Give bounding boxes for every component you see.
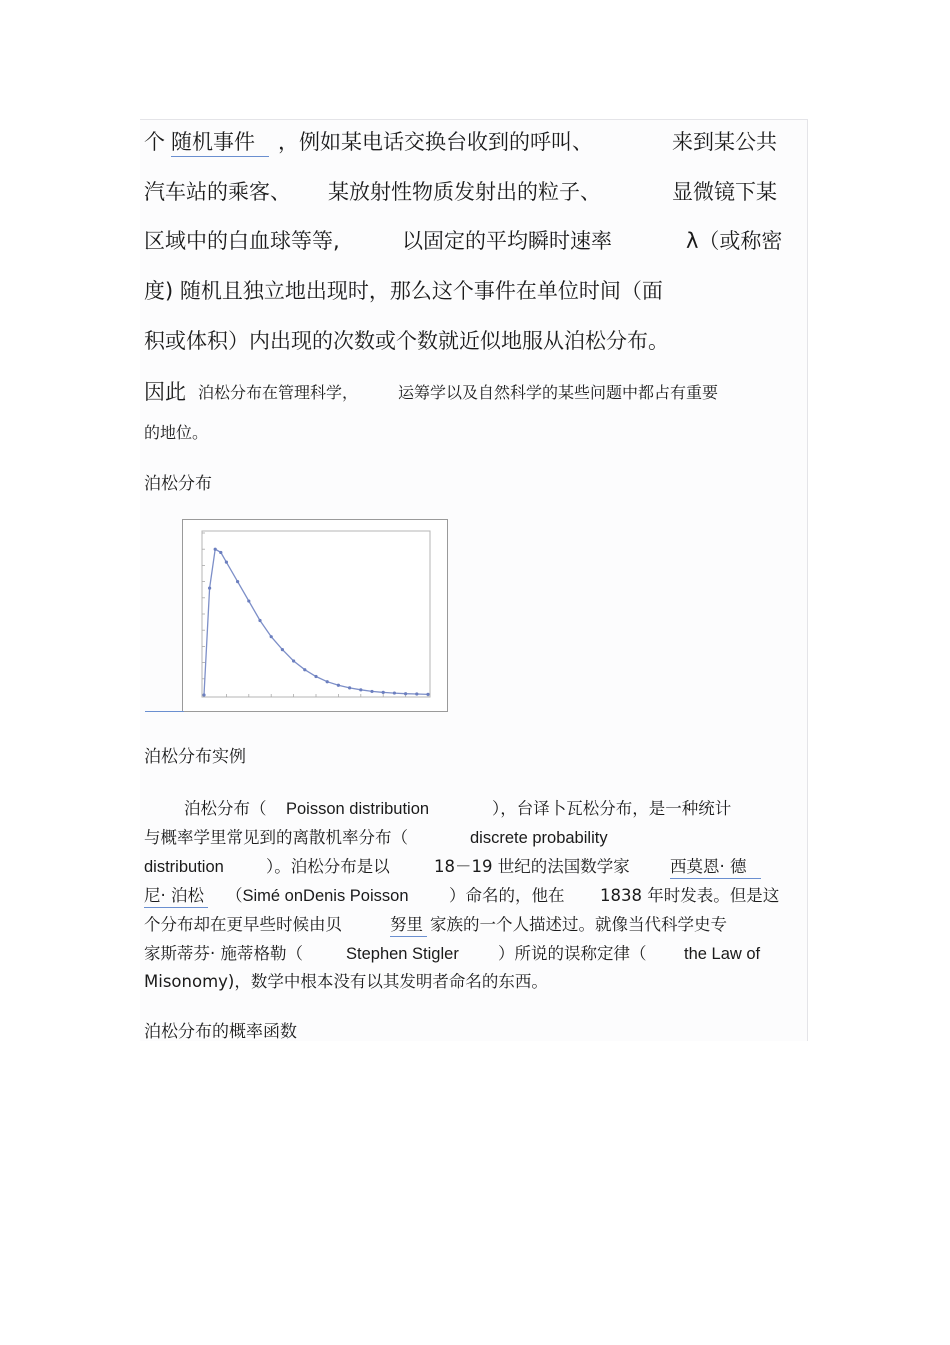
data-point (208, 586, 211, 589)
text-run: 来到某公共 (672, 130, 777, 154)
data-point (281, 648, 284, 651)
data-point (404, 692, 407, 695)
text-run: 1838 年时发表。但是这 (600, 886, 780, 905)
text-run: λ（或称密 (686, 229, 783, 253)
text-run: 18－19 世纪的法国数学家 (434, 857, 630, 876)
data-point (426, 693, 429, 696)
text-run: 因此 (144, 380, 186, 404)
text-run: 个分布却在更早些时候由贝 (144, 915, 342, 934)
data-point (382, 691, 385, 694)
data-point (225, 561, 228, 564)
poisson-chart-image (182, 519, 448, 712)
text-run: 某放射性物质发射出的粒子、 (328, 180, 601, 204)
paragraph-line: 度) 随机且独立地出现时，那么这个事件在单位时间（面 (144, 279, 663, 303)
data-point (202, 693, 205, 696)
text-run: 显微镜下某 (672, 180, 777, 204)
section-heading: 泊松分布的概率函数 (144, 1022, 297, 1042)
text-run: 家族的一个人描述过。就像当代科学史专 (430, 915, 727, 934)
text-run: distribution (144, 858, 224, 876)
text-run: Stephen Stigler (346, 945, 459, 963)
text-run: 汽车站的乘客、 (144, 180, 291, 204)
text-run: 运筹学以及自然科学的某些问题中都占有重要 (398, 383, 719, 402)
text-run: 区域中的白血球等等, (144, 229, 340, 253)
text-run: ），台译卜瓦松分布，是一种统计 (492, 799, 732, 818)
data-point (326, 680, 329, 683)
section-heading: 泊松分布 (144, 474, 212, 494)
text-run: 个 (144, 130, 165, 154)
data-point (337, 684, 340, 687)
text-run: discrete probability (470, 829, 608, 847)
data-point (236, 580, 239, 583)
text-run: the Law of (684, 945, 761, 963)
data-point (348, 686, 351, 689)
text-run: ）。泊松分布是以 (266, 857, 390, 876)
data-point (219, 551, 222, 554)
bernoulli-link[interactable]: 努里 (390, 914, 427, 937)
poisson-chart (182, 519, 448, 712)
paragraph-line: 的地位。 (144, 423, 209, 442)
poisson-name-link[interactable]: 尼· 泊松 (144, 885, 208, 908)
data-point (303, 668, 306, 671)
data-point (393, 691, 396, 694)
data-point (258, 619, 261, 622)
text-run: 家斯蒂芬· 施蒂格勒（ (144, 944, 303, 963)
text-run: 泊松分布在管理科学， (198, 383, 359, 402)
paragraph-line: Misonomy)，数学中根本没有以其发明者命名的东西。 (144, 972, 548, 991)
text-run: ）命名的，他在 (449, 886, 565, 905)
chart-frame (183, 520, 448, 712)
simeon-denis-link[interactable]: 西莫恩· 德 (670, 856, 761, 879)
paragraph-line: 积或体积）内出现的次数或个数就近似地服从泊松分布。 (144, 329, 669, 353)
text-run: 泊松分布（ (184, 799, 267, 818)
text-run: （Simé onDenis Poisson (226, 887, 409, 905)
data-point (370, 690, 373, 693)
text-run: 与概率学里常见到的离散机率分布（ (144, 828, 408, 847)
random-event-link[interactable]: 随机事件 (171, 128, 269, 157)
data-point (292, 659, 295, 662)
text-run: Poisson distribution (286, 800, 430, 818)
chart-link-underline (145, 711, 184, 712)
section-heading: 泊松分布实例 (144, 747, 246, 767)
text-run: ）所说的误称定律（ (498, 944, 647, 963)
data-point (359, 688, 362, 691)
data-point (214, 548, 217, 551)
data-point (247, 599, 250, 602)
text-run: 以固定的平均瞬时速率 (402, 229, 612, 253)
text-run: ，例如某电话交换台收到的呼叫、 (278, 130, 593, 154)
data-point (270, 635, 273, 638)
data-point (415, 692, 418, 695)
data-point (314, 675, 317, 678)
